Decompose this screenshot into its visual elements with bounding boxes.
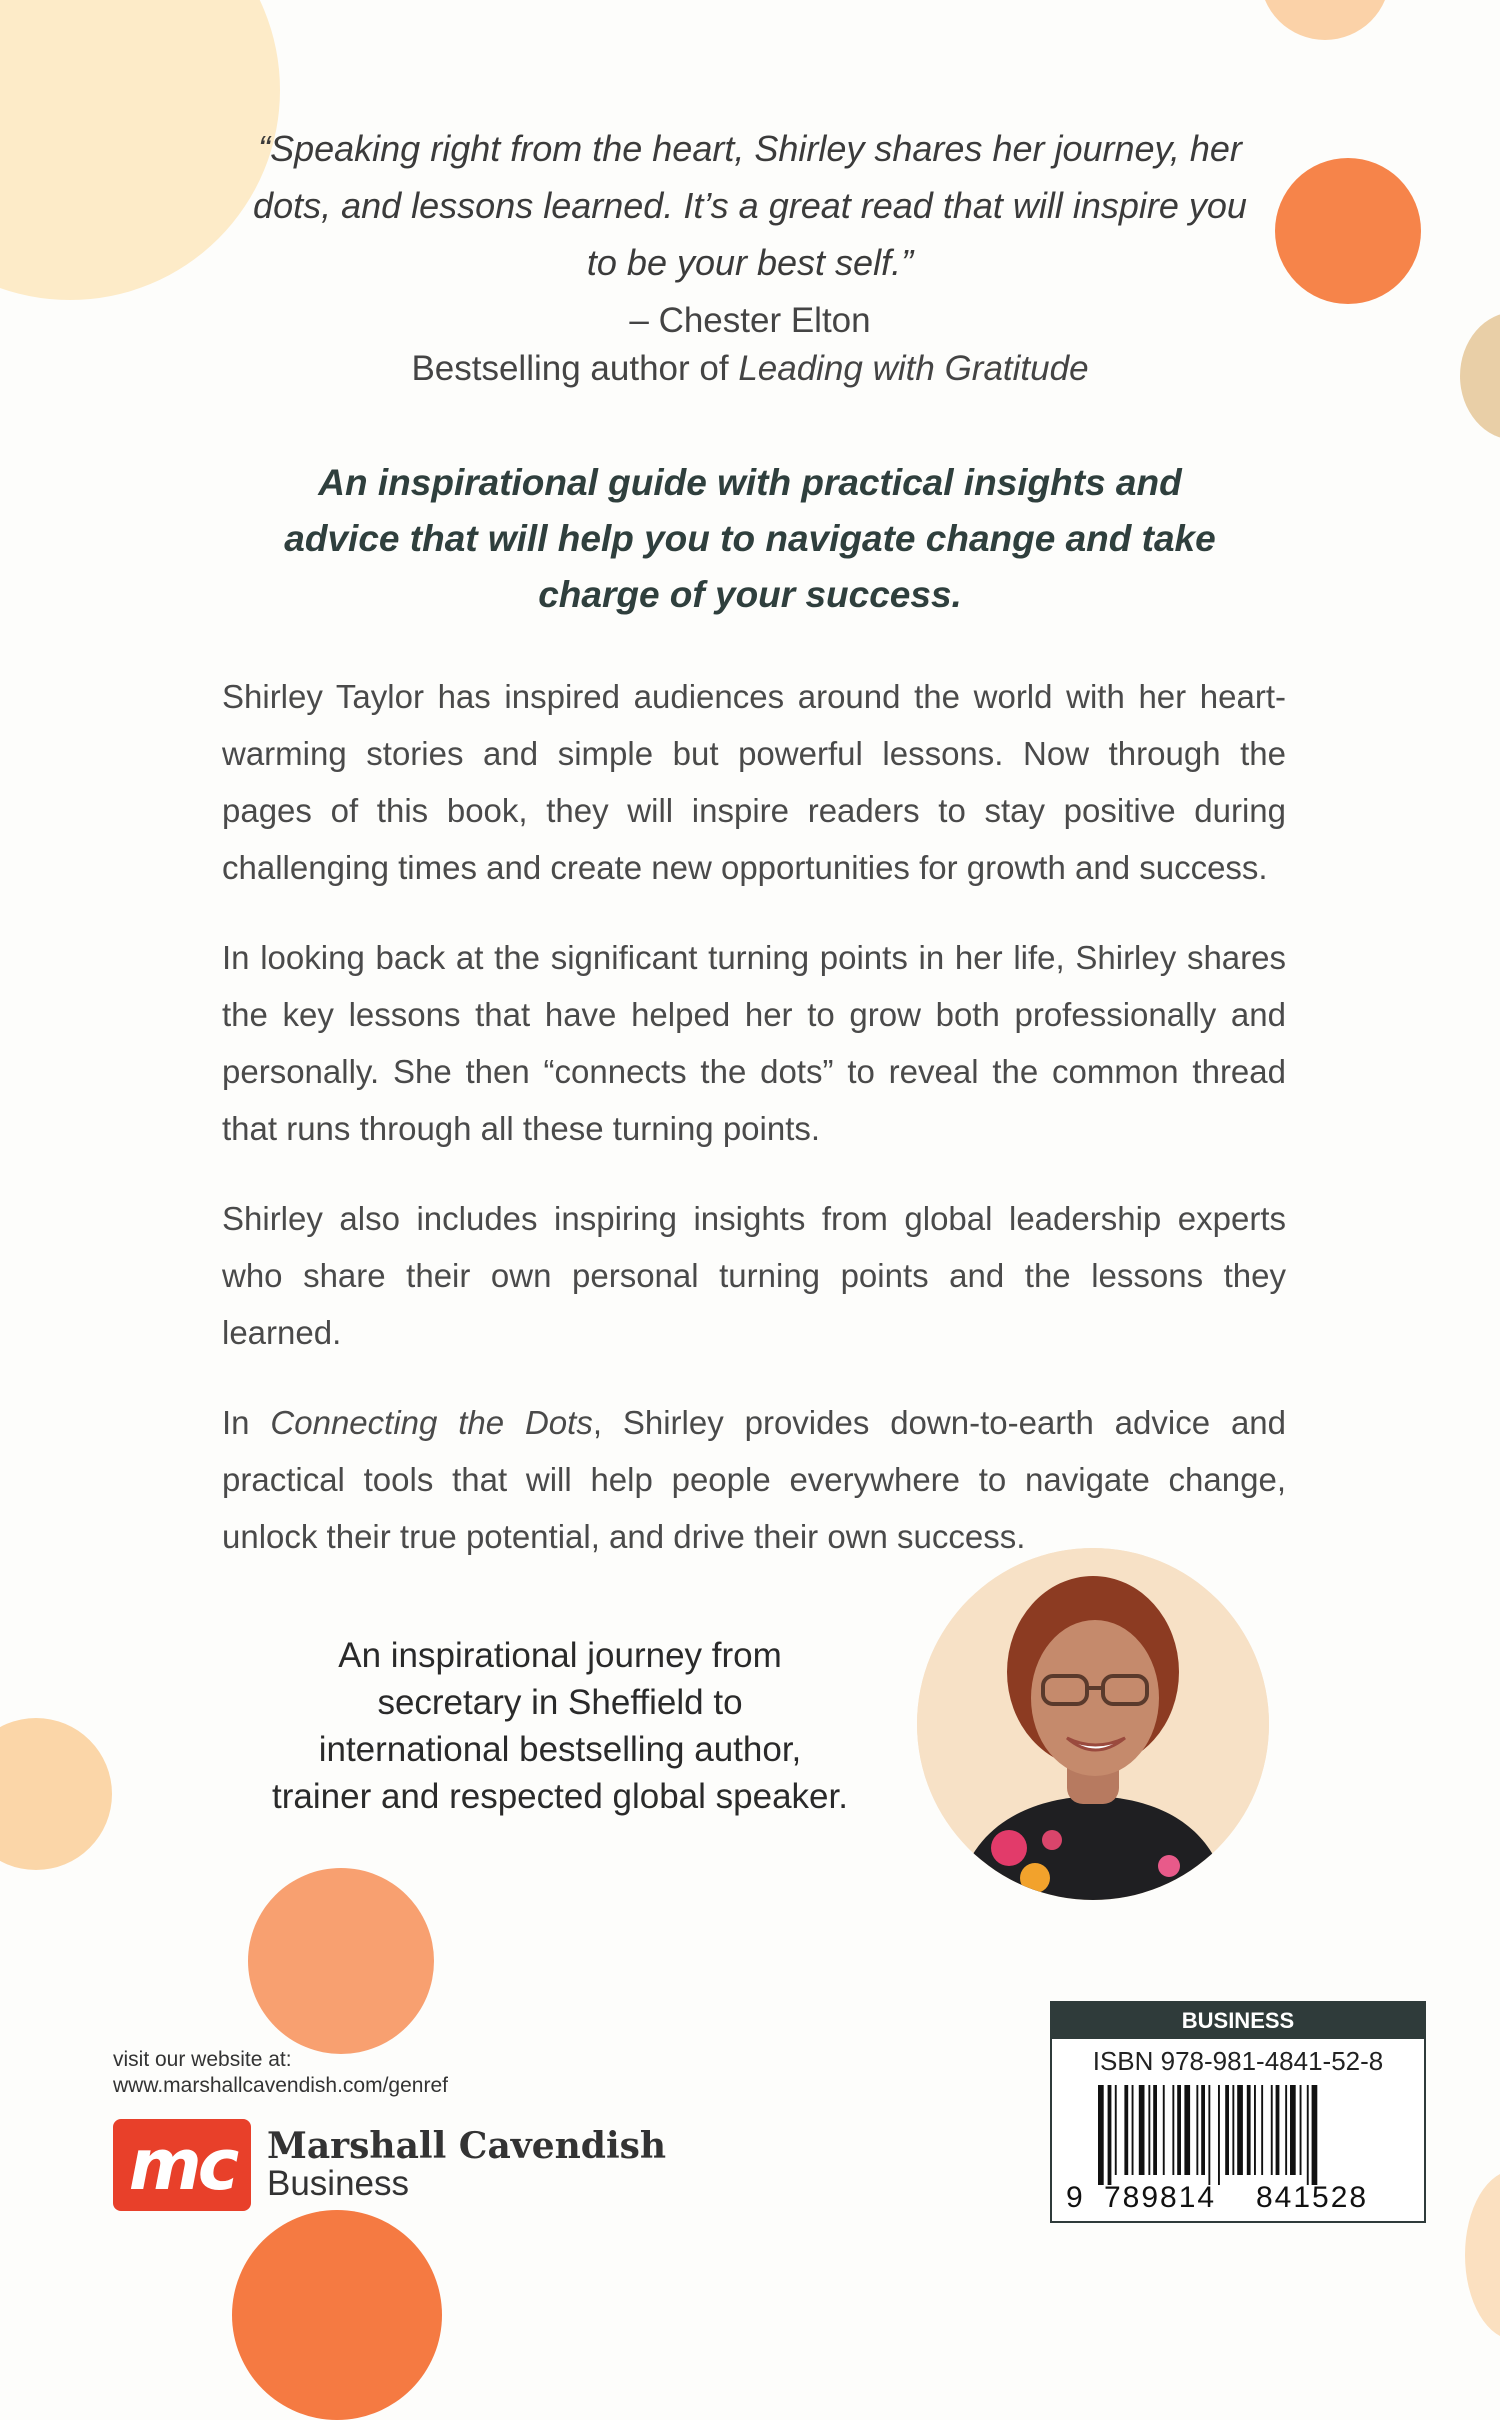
barcode-bar (1232, 2085, 1234, 2175)
barcode-bar (1276, 2085, 1280, 2175)
mc-logo-icon: mc (113, 2119, 251, 2211)
p4-prefix: In (222, 1404, 271, 1441)
barcode-bar (1124, 2085, 1128, 2175)
journey-line: international bestselling author, (318, 1730, 802, 1769)
isbn-text: ISBN 978-981-4841-52-8 (1092, 2046, 1384, 2076)
website-url[interactable]: www.marshallcavendish.com/genref (113, 2074, 448, 2097)
barcode-bar (1271, 2085, 1273, 2175)
barcode-bar (1247, 2085, 1251, 2175)
barcode-bar (1312, 2085, 1318, 2185)
barcode-bar (1218, 2085, 1220, 2185)
publisher-name-line2: Business (267, 2164, 410, 2203)
barcode-bar (1115, 2085, 1117, 2175)
quote-attribution (240, 297, 1260, 393)
description (222, 668, 1286, 1598)
publisher-logo (113, 2118, 666, 2212)
barcode-bar (1108, 2085, 1112, 2185)
barcode-bar (1290, 2085, 1296, 2175)
barcode-bar (1148, 2085, 1150, 2175)
p4-rest: , Shirley provides down-to-earth advice and practical tools that will help people everywhere to navigate change, unlock their true potential, and drive their own success. (222, 1404, 1287, 1555)
endorsement-quote (240, 120, 1260, 291)
barcode-bar (1163, 2085, 1165, 2175)
quote-author: – Chester Elton (629, 301, 871, 340)
barcode-bar (1237, 2085, 1243, 2175)
barcode-digits-group1: 789814 (1104, 2181, 1217, 2214)
journey-line: trainer and respected global speaker. (272, 1777, 848, 1816)
credit-prefix: Bestselling author of (411, 349, 739, 388)
barcode-digit-first: 9 (1066, 2181, 1083, 2214)
quote-text: “Speaking right from the heart, Shirley shares her journey, her dots, and lessons learned. It’s a great read that will inspire you to be your best self.” (253, 128, 1247, 283)
author-portrait-image (917, 1548, 1269, 1900)
barcode-box (1050, 2001, 1426, 2223)
tagline: An inspirational guide with practical insights and advice that will help you to navigate change and take charge of your success. (284, 462, 1216, 615)
barcode-bar (1139, 2085, 1145, 2175)
author-portrait (917, 1548, 1269, 1900)
publisher-name-line1: Marshall Cavendish (267, 2125, 667, 2167)
barcode-bar (1201, 2085, 1205, 2175)
barcode-bar (1177, 2085, 1181, 2175)
barcode-bar (1172, 2085, 1174, 2175)
description-paragraph: Shirley Taylor has inspired audiences around the world with her heart-warming stories and simple but powerful lessons. Now through the pages of this book, they will inspire readers to stay positive during challenging times and create new opportunities for growth and success. (222, 678, 1286, 886)
barcode-bar (1153, 2085, 1157, 2175)
quote-credit (240, 345, 1260, 393)
barcode-bar (1300, 2085, 1302, 2175)
barcode-bar (1208, 2085, 1210, 2185)
barcode-bar (1132, 2085, 1134, 2175)
barcode-bar (1225, 2085, 1229, 2175)
website-label: visit our website at: (113, 2048, 292, 2071)
barcode-bar (1254, 2085, 1256, 2175)
category-label: BUSINESS (1052, 2003, 1424, 2039)
book-title: Connecting the Dots (270, 1404, 593, 1441)
description-paragraph: In looking back at the significant turning points in her life, Shirley shares the key lessons that have helped her to grow both professionally and personally. She then “connects the dots” to reveal the common thread that runs through all these turning points. (222, 939, 1286, 1147)
credit-book-title: Leading with Gratitude (738, 349, 1089, 388)
description-paragraph (222, 1394, 1286, 1565)
publisher-name (267, 2127, 666, 2203)
barcode-bar (1285, 2085, 1287, 2175)
journey-line: An inspirational journey from (338, 1636, 782, 1675)
barcode-bar (1098, 2085, 1104, 2185)
barcode-bar (1196, 2085, 1198, 2175)
description-paragraph: Shirley also includes inspiring insights from global leadership experts who share their own personal turning points and the lessons they learned. (222, 1200, 1286, 1351)
journey-line: secretary in Sheffield to (377, 1683, 743, 1722)
barcode-bar (1261, 2085, 1263, 2175)
barcode-bar (1184, 2085, 1190, 2175)
website-info (113, 2047, 448, 2099)
barcode-bar (1307, 2085, 1309, 2185)
barcode-icon (1052, 2079, 1424, 2215)
journey-blurb (250, 1632, 870, 1820)
barcode-digits-group2: 841528 (1256, 2181, 1369, 2214)
